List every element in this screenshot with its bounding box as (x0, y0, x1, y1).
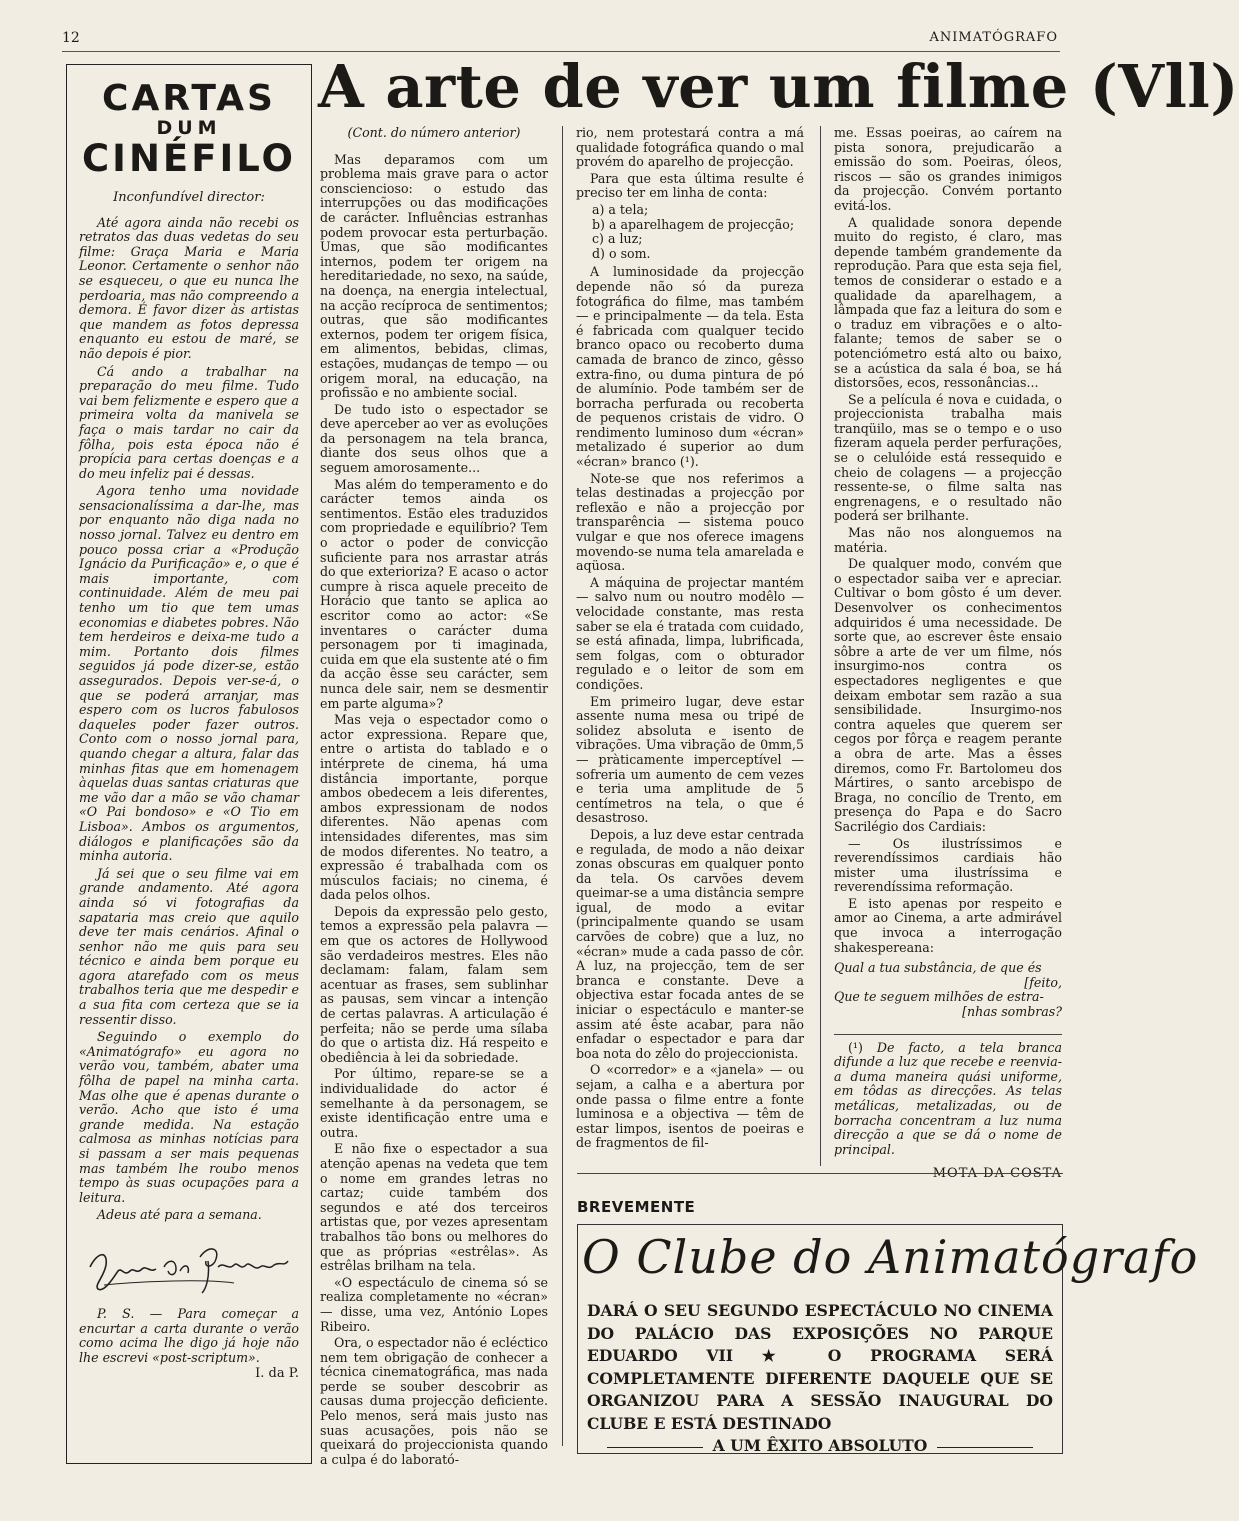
letter-postscript (79, 1307, 299, 1382)
club-name: O Clube do Animatógrafo (582, 1230, 1199, 1284)
quote-line: [feito, (1024, 974, 1062, 990)
projection-checklist (576, 203, 804, 261)
article-paragraph: E não fixe o espectador a sua atenção apenas na vedeta que tem o nome em grandes letras no cartaz; cuide também dos segundos e até dos terceiros artistas que, por vezes apresentam trabalhos tão bons ou melhores do que as próprias «estrêlas». As estrêlas brilham na tela. (320, 1141, 548, 1274)
quote-line: Que te seguem milhões de estra- (834, 989, 1044, 1005)
page-number: 12 (62, 30, 80, 46)
letter-title-dum: DUM (156, 117, 222, 139)
letter-paragraph: Seguindo o exemplo do «Animatógrafo» eu agora no verão vou, também, abater uma fôlha de papel na minha carta. Mas olhe que é apenas durante o verão. Acho que isto é uma grande medida. Na estação calmosa as minhas notícias para si passam a ser mais pequenas mas também lhe roubo menos tempo às suas ocupações para a leitura. (79, 1029, 299, 1205)
continued-note: (Cont. do número anterior) (347, 125, 521, 140)
article-title: A arte de ver um filme (Vll) (318, 52, 1239, 121)
article-paragraph: Em primeiro lugar, deve estar assente numa mesa ou tripé de solidez absoluta e isento de vibrações. Uma vibração de 0mm,5 — pràticamente imperceptível — sofreria um aumento de cem vezes e teria uma amplitude de 5 centímetros na tela, o que é desastroso. (576, 693, 804, 826)
quote-line: [nhas sombras? (962, 1004, 1062, 1020)
list-item: b) a aparelhagem de projecção; (592, 216, 795, 232)
list-item: d) o som. (592, 245, 651, 261)
section-rule (577, 1173, 1063, 1174)
article-paragraph: O «corredor» e a «janela» — ou sejam, a calha e a abertura por onde passa o filme entre a fonte luminosa e a objectiva — têm de estar limpos, isentos de poeiras e de fragmentos de fil- (576, 1062, 804, 1151)
shakespeare-quote (834, 961, 1062, 1019)
signature-image (84, 1237, 294, 1297)
article-paragraph: A máquina de projectar mantém — salvo num ou noutro modêlo — velocidade constante, mas resta saber se ela é tratada com cuidado, se está afinada, limpa, lubrificada, sem folgas, com o obturador regulado e o leitor de som em condições. (576, 574, 804, 692)
article-paragraph: E isto apenas por respeito e amor ao Cinema, a arte admirável que invoca a interrogação shakespereana: (834, 895, 1062, 955)
article-paragraph: Mas veja o espectador como o actor expressiona. Repare que, entre o artista do tablado e o intérprete de cinema, há uma distância importante, porque ambos obedecem a leis diferentes, ambos expressionam de nodos diferentes. Não apenas com intensidades diferentes, mas sim de modos diferentes. No teatro, a expressão é trabalhada com os músculos faciais; no cinema, é dada pelos olhos. (320, 712, 548, 903)
announcement-heading: BREVEMENTE (577, 1198, 696, 1216)
dash-rule (607, 1447, 703, 1448)
announcement-text (587, 1300, 1053, 1458)
letter-body (79, 191, 299, 1223)
article-paragraph: Mas deparamos com um problema mais grave para o actor consciencioso: o estudo das interrupções ou das modificações de carácter. Influências estranhas podem provocar esta perturbação. Umas, que são modificantes internos, podem ter origem na hereditariedade, no sexo, na saúde, na doença, na energia intelectual, na acção recíproca de sentimentos; outras, que são modificantes externos, podem ter origem física, em alimentos, bebidas, climas, estações, mudanças de tempo — ou origem moral, na educação, na profissão e no ambiente social. (320, 151, 548, 401)
article-paragraph: Depois, a luz deve estar centrada e regulada, de modo a não deixar zonas obscuras em qualquer ponto da tela. Os carvões devem queimar-se a uma distância sempre igual, de modo a evitar (principalmente quando se usam carvões de cobre) que a luz, no «écran» mude a cada passo de côr. A luz, na projecção, tem de ser branca e constante. Deve a objectiva estar focada antes de se iniciar o espectáculo e manter-se assim até êste acabar, para não enfadar o espectador e para dar boa nota do zêlo do projeccionista. (576, 826, 804, 1061)
article-paragraph: Mas além do temperamento e do carácter temos ainda os sentimentos. Estão eles traduzidos com propriedade e equilíbrio? Tem o actor o poder de convicção suficiente para nos arrastar atrás do que exterioriza? E acaso o actor cumpre à risca aquele preceito de Horácio que tanto se aplica ao escritor como ao actor: «Se inventares o carácter duma personagem por ti imaginada, cuida em que ela sustente até o fim da acção êsse seu carácter, sem nunca dele sair, nem se desmentir em parte alguma»? (320, 476, 548, 711)
article-paragraph: A qualidade sonora depende muito do registo, é claro, mas depende também grandemente da reprodução. Para que esta seja fiel, temos de considerar o estado e a qualidade da aparelhagem, a lâmpada que faz a leitura do som e o traduz em vibrações e o alto-falante; temos de saber se o potenciómetro está alto ou baixo, se a acústica da sala é boa, se há distorsões, ecos, ressonâncias... (834, 214, 1062, 391)
magazine-name: ANIMATÓGRAFO (929, 30, 1058, 45)
list-item: a) a tela; (592, 201, 649, 217)
article-paragraph: Por último, repare-se se a individualidade do actor é semelhante à da personagem, se existe identificação entre uma e outra. (320, 1066, 548, 1140)
article-paragraph: Ora, o espectador não é ecléctico nem tem obrigação de conhecer a técnica cinematográfica, mas nada perde se souber descobrir as causas duma projecção deficiente. Pelo menos, será mais justo nas suas acusações, pois não se queixará do projeccionista quando a culpa é do laborató- (320, 1335, 548, 1467)
footnote-text: De facto, a tela branca difunde a luz que recebe e reenvia-a duma maneira quási uniforme, em tôdas as direcções. As telas metálicas, metalizadas, ou de borracha concentram a luz numa direcção a que se dá o nome de principal. (834, 1039, 1062, 1157)
announcement-last-text: A UM ÊXITO ABSOLUTO (712, 1436, 928, 1455)
list-item: c) a luz; (592, 231, 643, 247)
cartas-dum-cinefilo-box (66, 64, 312, 1464)
article-paragraph: Para que esta última resulte é preciso ter em linha de conta: (576, 170, 804, 201)
letter-title-cartas: CARTAS (102, 78, 276, 119)
article-paragraph: A luminosidade da projecção depende não só da pureza fotográfica do filme, mas também — e principalmente — da tela. Esta é fabricada com qualquer tecido branco opaco ou recoberto duma camada de branco de zinco, gêsso extra-fino, ou duma pintura de pó de alumínio. Pode também ser de borracha perfurada ou recoberta de pequenos cristais de vidro. O rendimento luminoso dum «écran» metalizado é superior ao dum «écran» branco (¹). (576, 264, 804, 470)
article-paragraph: De qualquer modo, convém que o espectador saiba ver e apreciar. Cultivar o bom gôsto é um dever. Desenvolver os conhecimentos adquiridos é uma necessidade. De sorte que, ao escrever êste ensaio sôbre a arte de ver um filme, nós insurgimo-nos contra os espectadores negligentes e que deixam embotar sem razão a sua sensibilidade. Insurgimo-nos contra aqueles que querem ser cegos por fôrça e reagem perante a obra de arte. Mas a êsses diremos, como Fr. Bartolomeu dos Mártires, o santo arcebispo de Braga, no concílio de Trento, em presença do Papa e do Sacro Sacrilégio dos Cardiais: (834, 556, 1062, 834)
article-column-1 (320, 126, 548, 1469)
letter-closing: Adeus até para a semana. (97, 1207, 262, 1223)
article-author: MOTA DA COSTA (932, 1166, 1062, 1182)
article-column-3 (834, 126, 1062, 1182)
article-paragraph: Se a película é nova e cuidada, o projeccionista trabalha mais tranqüilo, mas se o tempo e o uso fizeram aquela perder perfurações, se o celulóide está ressequido e cheio de colagens — a projecção ressente-se, o filme salta nas engrenagens, e o resultado não poderá ser brilhante. (834, 391, 1062, 524)
letter-paragraph: Até agora ainda não recebi os retratos das duas vedetas do seu filme: Graça Maria e Maria Leonor. Certamente o senhor não se esqueceu, o que eu nunca lhe perdoaria, mas não compreendo a demora. É favor dizer às artistas que mandem as fotos depressa enquanto eu estou de maré, se não depois é pior. (79, 214, 299, 361)
column-divider (820, 126, 821, 1166)
article-paragraph: «O espectáculo de cinema só se realiza completamente no «écran» — disse, uma vez, António Lopes Ribeiro. (320, 1274, 548, 1334)
quote-line: Qual a tua substância, de que és (834, 960, 1042, 976)
article-paragraph: rio, nem protestará contra a má qualidade fotográfica quando o mal provém do aparelho de projecção. (576, 125, 804, 170)
letter-initials: I. da P. (255, 1366, 299, 1382)
letter-salutation: Inconfundível director: (113, 190, 265, 205)
letter-paragraph: Cá ando a trabalhar na preparação do meu filme. Tudo vai bem felizmente e espero que a primeira volta da manivela se faça o mais tardar no cair da fôlha, pois esta época não é propícia para certas doenças e a do meu infeliz pai é dessas. (79, 363, 299, 481)
footnote-mark: (¹) (848, 1039, 863, 1055)
article-paragraph: De tudo isto o espectador se deve aperceber ao ver as evoluções da personagem na tela branca, diante dos seus olhos que a seguem amorosamente... (320, 401, 548, 476)
letter-paragraph: Agora tenho uma novidade sensacionalíssima a dar-lhe, mas por enquanto não diga nada no nosso jornal. Talvez eu dentro em pouco possa criar a «Produção Ignácio da Purificação» e, o que é mais importante, com continuidade. Além de meu pai tenho um tio que tem umas economias e diabetes pobres. Não tem herdeiros e deixa-me tudo a mim. Portanto dois filmes seguidos já pode dizer-se, estão assegurados. Depois ver-se-á, o que se poderá arranjar, mas espero com os lucros fabulosos daqueles poder fazer outros. Conto com o nosso jornal para, quando chegar a altura, falar das minhas fitas que em homenagem àquelas duas santas criaturas que me vão dar a mão se vão chamar «O Pai bondoso» e «O Tio em Lisboa». Ambos os argumentos, diálogos e planificações são da minha autoria. (79, 483, 299, 864)
footnote-rule (834, 1034, 1062, 1035)
footnote (834, 1041, 1062, 1158)
postscript-text: P. S. — Para começar a encurtar a carta durante o verão como acima lhe digo já hoje não lhe escrevi «post-scriptum». (79, 1305, 299, 1365)
letter-title-cinefilo: CINÉFILO (82, 137, 296, 180)
announcement-last-line (587, 1435, 1053, 1458)
article-paragraph: Depois da expressão pelo gesto, temos a expressão pela palavra — em que os actores de Hollywood são verdadeiros mestres. Eles não declamam: falam, falam sem acentuar as frases, sem sublinhar as pausas, sem vincar a intenção de certas palavras. A articulação é perfeita; não se perde uma sílaba do que o artista diz. Há respeito e obediência à lei da sobriedade. (320, 903, 548, 1065)
letter-paragraph: Já sei que o seu filme vai em grande andamento. Até agora ainda só vi fotografias da sapataria mas creio que aquilo deve ter mais cenários. Afinal o senhor não me quis para seu técnico e ainda bem porque eu agora atarefado com os meus trabalhos teria que me despedir e a sua fita com certeza que se ia ressentir disso. (79, 865, 299, 1027)
article-paragraph: me. Essas poeiras, ao caírem na pista sonora, prejudicarão a emissão do som. Poeiras, óleos, riscos — são os grandes inimigos da projecção. Convém portanto evitá-los. (834, 125, 1062, 213)
announcement-body: DARÁ O SEU SEGUNDO ESPECTÁCULO NO CINEMA DO PALÁCIO DAS EXPOSIÇÕES NO PARQUE EDUARDO VII ★ O PROGRAMA SERÁ COMPLETAMENTE DIFERENTE DAQUELE QUE SE ORGANIZOU PARA A SESSÃO INAUGURAL DO CLUBE E ESTÁ DESTINADO (587, 1301, 1053, 1433)
article-paragraph: — Os ilustríssimos e reverendíssimos cardiais hão mister uma ilustríssima e reverendíssima reformação. (834, 835, 1062, 895)
column-divider (562, 126, 563, 1446)
article-paragraph: Mas não nos alonguemos na matéria. (834, 525, 1062, 555)
dash-rule (937, 1447, 1033, 1448)
article-paragraph: Note-se que nos referimos a telas destinadas a projecção por reflexão e não a projecção por transparência — sistema pouco vulgar e que nos oferece imagens movendo-se numa tela amarelada e aqüosa. (576, 470, 804, 574)
article-column-2 (576, 126, 804, 1153)
